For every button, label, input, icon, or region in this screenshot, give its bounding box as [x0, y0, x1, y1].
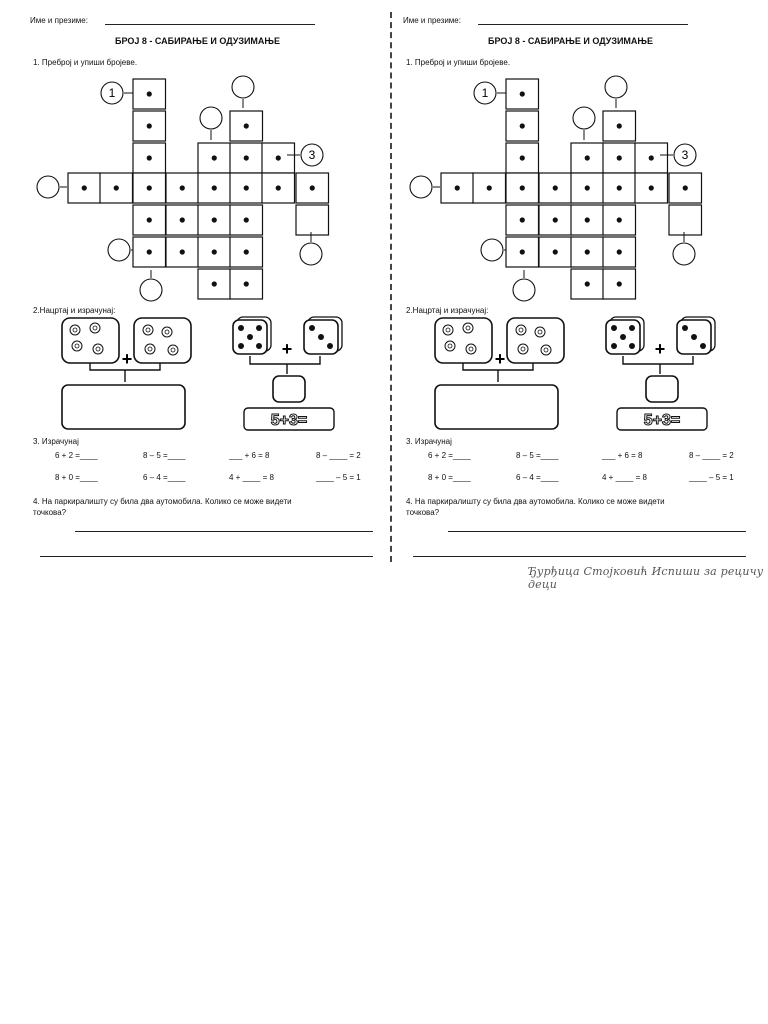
- grid-dot: [520, 249, 525, 254]
- grid-dot: [244, 281, 249, 286]
- grid-dot: [244, 249, 249, 254]
- math-problem: 8 – ____ = 2: [316, 451, 361, 460]
- answer-circle[interactable]: [232, 76, 254, 98]
- grid-dot: [212, 217, 217, 222]
- counting-grid: [410, 76, 702, 301]
- drawing-box[interactable]: [435, 385, 558, 429]
- grid-dot: [649, 155, 654, 160]
- answer-circle[interactable]: [673, 243, 695, 265]
- grid-dot: [147, 249, 152, 254]
- math-problem: 6 + 2 =____: [428, 451, 471, 460]
- answer-line[interactable]: [448, 531, 746, 532]
- math-problem: ____ – 5 = 1: [316, 473, 361, 482]
- dice-dot: [682, 325, 688, 331]
- arrow-number: 1: [481, 86, 489, 100]
- math-problem: ____ – 5 = 1: [689, 473, 734, 482]
- grid-dot: [180, 249, 185, 254]
- grid-dot: [520, 217, 525, 222]
- task3-label: 3. Израчунај: [33, 437, 79, 446]
- answer-circle[interactable]: [573, 107, 595, 129]
- grid-cell: [669, 205, 702, 235]
- dice-expression: 5+3=: [643, 412, 681, 429]
- dice-dot: [256, 325, 262, 331]
- grid-dot: [585, 281, 590, 286]
- math-problem: ___ + 6 = 8: [602, 451, 643, 460]
- grid-dot: [520, 155, 525, 160]
- answer-circle[interactable]: [37, 176, 59, 198]
- drawing-box[interactable]: [62, 385, 185, 429]
- task2-label: 2.Нацртај и израчунај:: [33, 306, 116, 315]
- grid-dot: [553, 249, 558, 254]
- answer-box[interactable]: [646, 376, 678, 402]
- dice-dot: [611, 325, 617, 331]
- math-problem: 6 + 2 =____: [55, 451, 98, 460]
- grid-dot: [147, 185, 152, 190]
- dice-dot: [327, 343, 333, 349]
- answer-line[interactable]: [413, 556, 746, 557]
- dice-dot: [318, 334, 324, 340]
- grid-dot: [212, 249, 217, 254]
- dice-dot: [700, 343, 706, 349]
- math-problem: ___ + 6 = 8: [229, 451, 270, 460]
- grid-dot: [585, 155, 590, 160]
- grid-dot: [82, 185, 87, 190]
- task1-label: 1. Преброј и упиши бројеве.: [406, 58, 511, 67]
- math-problem: 8 – ____ = 2: [689, 451, 734, 460]
- answer-circle[interactable]: [481, 239, 503, 261]
- answer-box[interactable]: [273, 376, 305, 402]
- answer-circle[interactable]: [300, 243, 322, 265]
- grid-dot: [585, 217, 590, 222]
- task3-label: 3. Израчунај: [406, 437, 452, 446]
- grid-dot: [244, 155, 249, 160]
- dice-dot: [629, 325, 635, 331]
- draw-and-calculate: [435, 317, 715, 430]
- grid-dot: [244, 123, 249, 128]
- dice-dot: [620, 334, 626, 340]
- task1-label: 1. Преброј и упиши бројеве.: [33, 58, 138, 67]
- grid-dot: [212, 281, 217, 286]
- grid-dot: [553, 217, 558, 222]
- grid-dot: [553, 185, 558, 190]
- snail-box: [62, 318, 119, 363]
- arrow-number: 1: [108, 86, 116, 100]
- math-problem: 8 + 0 =____: [428, 473, 471, 482]
- dice-dot: [309, 325, 315, 331]
- grid-dot: [147, 155, 152, 160]
- math-problem: 4 + ____ = 8: [602, 473, 647, 482]
- grid-dot: [617, 249, 622, 254]
- arrow-number: 3: [308, 148, 316, 162]
- answer-line[interactable]: [75, 531, 373, 532]
- grid-dot: [683, 185, 688, 190]
- answer-circle[interactable]: [140, 279, 162, 301]
- task4-question-cont: точкова?: [406, 508, 440, 517]
- plus-icon: +: [281, 339, 293, 359]
- grid-dot: [147, 91, 152, 96]
- grid-dot: [180, 217, 185, 222]
- grid-cell: [296, 205, 329, 235]
- task4-question: 4. На паркиралишту су била два аутомобила. Колико се може видети: [33, 497, 292, 506]
- dice-expression: 5+3=: [270, 412, 308, 429]
- grid-dot: [212, 155, 217, 160]
- grid-dot: [617, 217, 622, 222]
- grid-dot: [455, 185, 460, 190]
- grid-dot: [310, 185, 315, 190]
- dice-dot: [238, 343, 244, 349]
- dice-dot: [247, 334, 253, 340]
- task4-question-cont: точкова?: [33, 508, 67, 517]
- grid-dot: [520, 123, 525, 128]
- grid-dot: [244, 217, 249, 222]
- math-problem: 8 – 5 =____: [516, 451, 559, 460]
- answer-line[interactable]: [40, 556, 373, 557]
- snail-box: [435, 318, 492, 363]
- plus-icon: +: [494, 349, 506, 369]
- snail-box: [134, 318, 191, 363]
- snail-box: [507, 318, 564, 363]
- worksheet-right: [388, 0, 760, 580]
- dice-dot: [256, 343, 262, 349]
- grid-dot: [617, 155, 622, 160]
- answer-circle[interactable]: [200, 107, 222, 129]
- math-problem: 8 + 0 =____: [55, 473, 98, 482]
- plus-icon: +: [121, 349, 133, 369]
- grid-dot: [520, 91, 525, 96]
- task4-question: 4. На паркиралишту су била два аутомобила. Колико се може видети: [406, 497, 665, 506]
- math-problem: 8 – 5 =____: [143, 451, 186, 460]
- dice-dot: [238, 325, 244, 331]
- answer-circle[interactable]: [513, 279, 535, 301]
- grid-dot: [147, 217, 152, 222]
- worksheet-left: [15, 0, 387, 580]
- dice-dot: [691, 334, 697, 340]
- worksheet-graphics: [388, 0, 760, 580]
- grid-dot: [114, 185, 119, 190]
- dice-dot: [611, 343, 617, 349]
- answer-circle[interactable]: [410, 176, 432, 198]
- task2-label: 2.Нацртај и израчунај:: [406, 306, 489, 315]
- grid-dot: [585, 249, 590, 254]
- grid-dot: [520, 185, 525, 190]
- author-signature: Ђурђица Стојковић Испиши за рецичу деци: [528, 565, 764, 591]
- name-label: Име и презиме:: [30, 16, 88, 25]
- grid-dot: [244, 185, 249, 190]
- name-label: Име и презиме:: [403, 16, 461, 25]
- draw-and-calculate: [62, 317, 342, 430]
- cut-divider: [390, 12, 392, 562]
- grid-dot: [276, 185, 281, 190]
- worksheet-graphics: [15, 0, 387, 580]
- math-problem: 4 + ____ = 8: [229, 473, 274, 482]
- grid-dot: [487, 185, 492, 190]
- grid-dot: [147, 123, 152, 128]
- worksheet-title: БРОЈ 8 - САБИРАЊЕ И ОДУЗИМАЊЕ: [115, 36, 280, 46]
- plus-icon: +: [654, 339, 666, 359]
- grid-dot: [212, 185, 217, 190]
- grid-dot: [276, 155, 281, 160]
- math-problem: 6 – 4 =____: [516, 473, 559, 482]
- grid-dot: [617, 123, 622, 128]
- dice-dot: [629, 343, 635, 349]
- grid-dot: [649, 185, 654, 190]
- worksheet-title: БРОЈ 8 - САБИРАЊЕ И ОДУЗИМАЊЕ: [488, 36, 653, 46]
- arrow-number: 3: [681, 148, 689, 162]
- grid-dot: [585, 185, 590, 190]
- grid-dot: [617, 281, 622, 286]
- math-problem: 6 – 4 =____: [143, 473, 186, 482]
- grid-dot: [180, 185, 185, 190]
- answer-circle[interactable]: [108, 239, 130, 261]
- grid-dot: [617, 185, 622, 190]
- counting-grid: [37, 76, 329, 301]
- answer-circle[interactable]: [605, 76, 627, 98]
